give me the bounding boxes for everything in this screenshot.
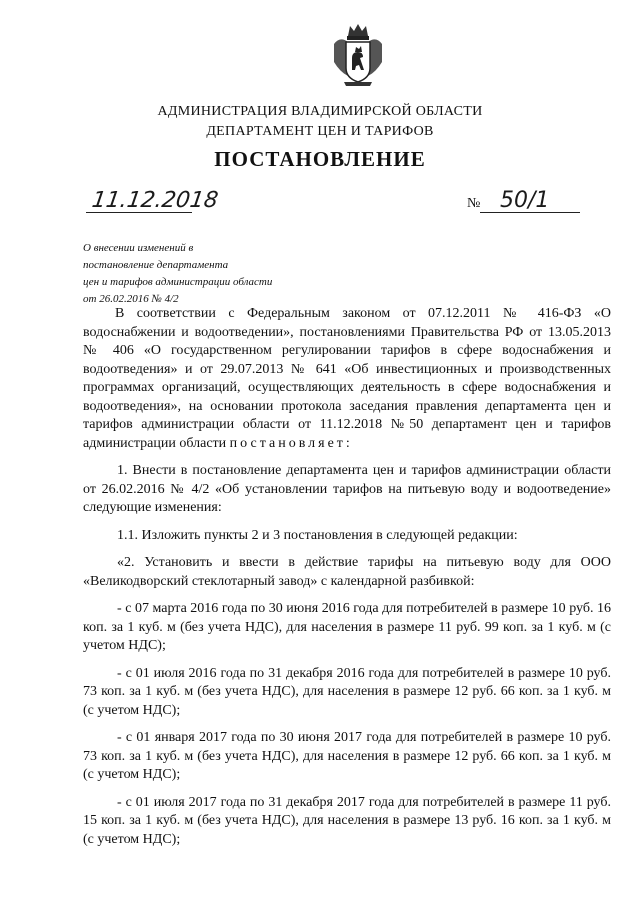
subject-line: цен и тарифов администрации области <box>83 276 273 288</box>
tariff-period: - с 01 января 2017 года по 30 июня 2017 года для потребителей в размере 10 руб. 73 коп. за 1 куб. м (без учета НДС), для населения в размере 12 руб. 66 коп. за 1 куб. м (с учетом НДС); <box>83 730 611 782</box>
tariff-period: - с 01 июля 2016 года по 31 декабря 2016 года для потребителей в размере 10 руб. 73 коп. за 1 куб. м (без учета НДС), для населения в размере 12 руб. 66 коп. за 1 куб. м (с учетом НДС); <box>83 665 611 718</box>
item-2-paragraph: «2. Установить и ввести в действие тарифы на питьевую воду для ООО «Великодворский стеклотарный завод» с календарной разбивкой: <box>83 555 611 589</box>
preamble-text: В соответствии с Федеральным законом от 07.12.2011 № 416-ФЗ «О водоснабжении и водоотведении», постановлениями Правительства РФ от 13.05.2013 № 406 «О государственном регулировании тарифов в сфере водоснабжения и водоотведения» и от 29.07.2013 № 641 «Об инвестиционных и производственных программах организаций, осуществляющих деятельность в сфере водоснабжения и водоотведения», на основании протокола заседания правления департамента цен и тарифов администрации области от 11.12.2018 №50 департамент цен и тарифов администрации области <box>83 306 611 451</box>
number-underline <box>480 212 580 213</box>
document-date: 11.12.2018 <box>90 188 220 213</box>
preamble-paragraph <box>83 305 611 453</box>
subject-line: от 26.02.2016 № 4/2 <box>83 293 179 305</box>
department-name: ДЕПАРТАМЕНТ ЦЕН И ТАРИФОВ <box>206 124 434 139</box>
document-title: ПОСТАНОВЛЕНИЕ <box>214 147 426 171</box>
subject-line: О внесении изменений в <box>83 242 194 254</box>
date-underline <box>86 212 192 213</box>
document-body <box>83 305 611 858</box>
subject-line: постановление департамента <box>83 259 229 271</box>
item-1-1-paragraph: 1.1. Изложить пункты 2 и 3 постановления в следующей редакции: <box>117 527 518 543</box>
document-number: 50/1 <box>500 188 550 213</box>
tariff-period: - с 07 марта 2016 года по 30 июня 2016 года для потребителей в размере 10 руб. 16 коп. за 1 куб. м (без учета НДС), для населения в размере 11 руб. 99 коп. за 1 куб. м (с учетом НДС); <box>83 601 611 653</box>
decree-word: постановляет: <box>229 435 353 451</box>
coat-of-arms-icon <box>330 22 386 88</box>
organization-name: АДМИНИСТРАЦИЯ ВЛАДИМИРСКОЙ ОБЛАСТИ <box>157 104 483 119</box>
item-1-paragraph: 1. Внести в постановление департамента цен и тарифов администрации области от 26.02.2016 № 4/2 «Об установлении тарифов на питьевую воду и водоотведение» следующие изменения: <box>83 463 611 515</box>
document-subject <box>83 240 333 308</box>
tariff-period: - с 01 июля 2017 года по 31 декабря 2017 года для потребителей в размере 11 руб. 15 коп. за 1 куб. м (без учета НДС), для населения в размере 13 руб. 16 коп. за 1 куб. м (с учетом НДС); <box>83 794 611 847</box>
number-sign: № <box>467 196 481 211</box>
